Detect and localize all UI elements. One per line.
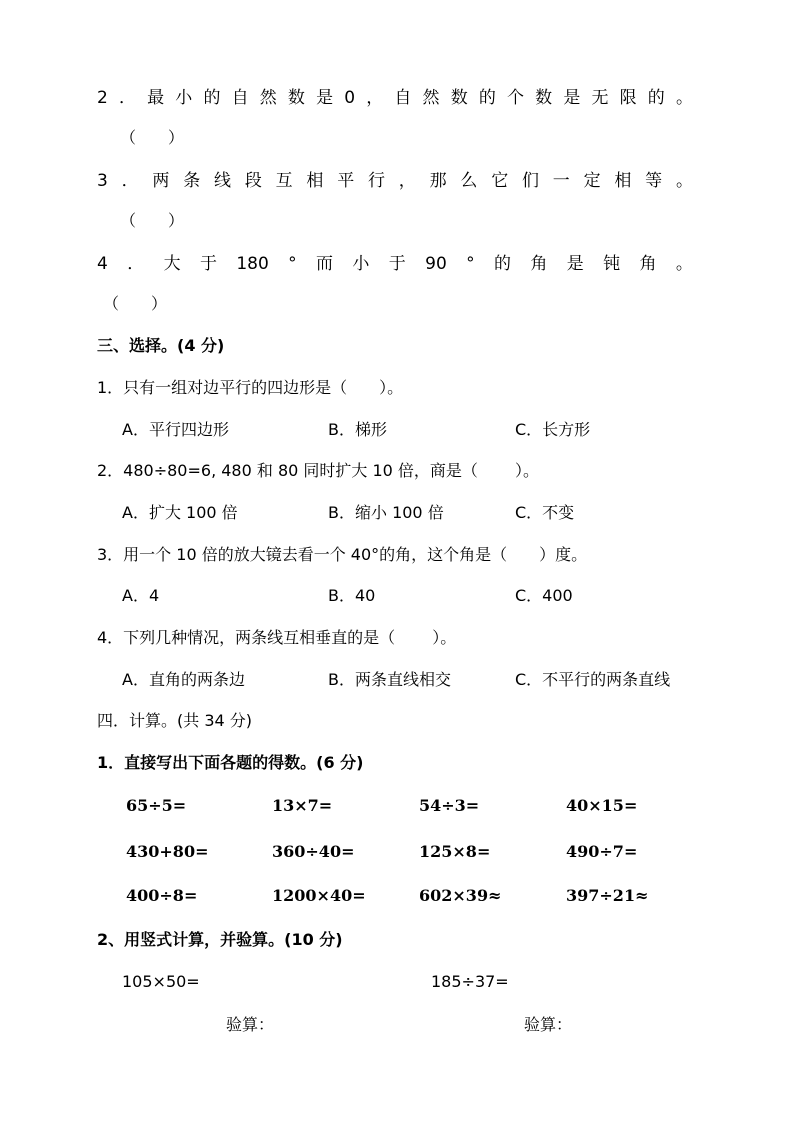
q2-char: 。 [675, 88, 693, 108]
vertical-calc-problem-2: 185÷37= [431, 972, 509, 991]
q2-char: 0 [344, 88, 356, 108]
q3-char: 那 [429, 171, 447, 191]
choice-q1-text: 1．只有一组对边平行的四边形是（ ）。 [97, 378, 404, 397]
judge-q4-answer-paren[interactable]: （ ） [103, 294, 168, 313]
section-heading-calc: 四．计算。(共 34 分) [97, 711, 253, 730]
q2-char: 数 [287, 88, 305, 108]
q2-char: 的 [647, 88, 665, 108]
q2-char: 的 [478, 88, 496, 108]
choice-q2-option-b[interactable]: B．缩小 100 倍 [328, 503, 444, 522]
q4-char: 于 [199, 254, 217, 274]
choice-q3-text: 3．用一个 10 倍的放大镜去看一个 40°的角，这个角是（ ）度。 [97, 545, 588, 564]
choice-q3-option-c[interactable]: C．400 [515, 586, 573, 605]
section-heading-choice: 三、选择。(4 分) [97, 336, 225, 355]
choice-q4-option-c[interactable]: C．不平行的两条直线 [515, 670, 671, 689]
choice-q2-option-c[interactable]: C．不变 [515, 503, 575, 522]
q3-char: 平 [337, 171, 355, 191]
q3-char: 线 [214, 171, 232, 191]
q4-char: 。 [675, 254, 693, 274]
q4-char: 90 [425, 254, 447, 274]
choice-q3-option-b[interactable]: B．40 [328, 586, 376, 605]
calc-sub2-title: 2、用竖式计算，并验算。(10 分) [97, 930, 343, 949]
calc-item: 54÷3= [419, 796, 480, 815]
judge-q2-line [97, 88, 693, 108]
calc-item: 430+80= [126, 842, 209, 861]
q3-char: 么 [460, 171, 478, 191]
choice-q2-option-a[interactable]: A．扩大 100 倍 [122, 503, 238, 522]
q4-char: 小 [352, 254, 370, 274]
judge-q2-answer-paren[interactable]: （ ） [120, 128, 185, 147]
q3-char: 两 [152, 171, 170, 191]
calc-item: 40×15= [566, 796, 638, 815]
q2-char: 限 [619, 88, 637, 108]
q3-char: 相 [614, 171, 632, 191]
q3-char: 互 [275, 171, 293, 191]
q3-char: 相 [306, 171, 324, 191]
q4-char: 而 [316, 254, 334, 274]
judge-q3-line [97, 171, 693, 191]
choice-q1-option-b[interactable]: B．梯形 [328, 420, 387, 439]
q3-char: 条 [183, 171, 201, 191]
calc-item: 602×39≈ [419, 886, 502, 905]
calc-sub1-title: 1．直接写出下面各题的得数。(6 分) [97, 753, 364, 772]
choice-q1-option-a[interactable]: A．平行四边形 [122, 420, 229, 439]
q4-char: ° [288, 254, 297, 274]
q2-char: 个 [507, 88, 524, 108]
q2-char: 2 [97, 88, 108, 108]
q4-char: ． [127, 254, 145, 274]
judge-q3-answer-paren[interactable]: （ ） [120, 211, 185, 230]
q3-char: ， [398, 171, 416, 191]
q3-char: 它 [491, 171, 509, 191]
choice-q3-option-a[interactable]: A．4 [122, 586, 160, 605]
judge-q4-line [97, 254, 693, 274]
q4-char: 4 [97, 254, 108, 274]
q3-char: 等 [645, 171, 663, 191]
q2-char: ． [118, 88, 136, 108]
q2-char: 自 [231, 88, 249, 108]
q4-char: 钝 [603, 254, 621, 274]
q2-char: 数 [535, 88, 553, 108]
q2-char: 自 [394, 88, 412, 108]
calc-item: 13×7= [272, 796, 333, 815]
q4-char: 180 [236, 254, 269, 274]
q3-char: 行 [368, 171, 385, 191]
q3-char: 段 [244, 171, 262, 191]
q2-char: 无 [591, 88, 609, 108]
q3-char: 们 [521, 171, 539, 191]
q4-char: 大 [163, 254, 181, 274]
calc-item: 65÷5= [126, 796, 187, 815]
calc-item: 360÷40= [272, 842, 355, 861]
calc-item: 400÷8= [126, 886, 198, 905]
q2-char: 小 [175, 88, 193, 108]
q3-char: 。 [675, 171, 693, 191]
calc-item: 397÷21≈ [566, 886, 649, 905]
q3-char: ． [121, 171, 139, 191]
q2-char: 然 [259, 88, 277, 108]
calc-item: 490÷7= [566, 842, 638, 861]
q2-char: 然 [422, 88, 440, 108]
q3-char: 定 [583, 171, 601, 191]
q4-char: 角 [639, 254, 657, 274]
q2-char: 最 [147, 88, 165, 108]
q2-char: 的 [203, 88, 221, 108]
q2-char: 是 [316, 88, 334, 108]
vertical-calc-problem-1: 105×50= [122, 972, 200, 991]
q3-char: 3 [97, 171, 108, 191]
choice-q4-text: 4．下列几种情况，两条线互相垂直的是（ ）。 [97, 628, 457, 647]
q2-char: 数 [450, 88, 468, 108]
q2-char: 是 [563, 88, 581, 108]
q4-char: ° [466, 254, 475, 274]
check-label-1: 验算： [226, 1015, 275, 1034]
check-label-2: 验算： [524, 1015, 573, 1034]
q4-char: 角 [530, 254, 548, 274]
choice-q1-option-c[interactable]: C．长方形 [515, 420, 591, 439]
calc-item: 125×8= [419, 842, 491, 861]
choice-q4-option-b[interactable]: B．两条直线相交 [328, 670, 451, 689]
q4-char: 的 [494, 254, 512, 274]
q2-char: ， [366, 88, 384, 108]
q4-char: 是 [566, 254, 584, 274]
q4-char: 于 [388, 254, 406, 274]
calc-item: 1200×40= [272, 886, 366, 905]
q3-char: 一 [552, 171, 570, 191]
choice-q2-text: 2．480÷80=6, 480 和 80 同时扩大 10 倍，商是（ ）。 [97, 461, 540, 480]
choice-q4-option-a[interactable]: A．直角的两条边 [122, 670, 245, 689]
